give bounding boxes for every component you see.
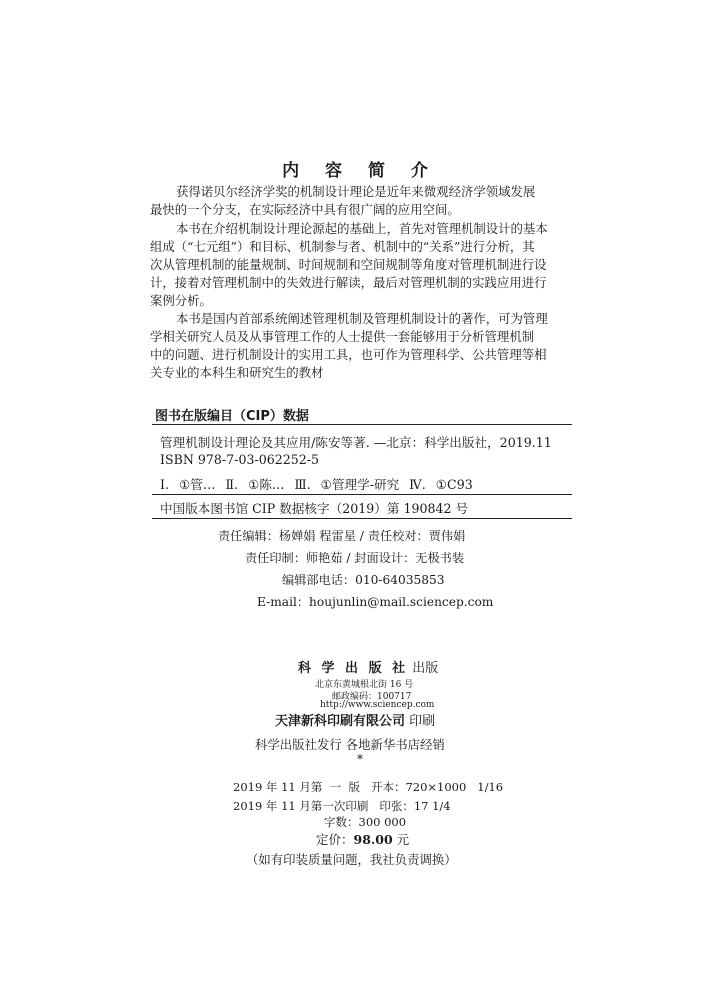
printing-line: 2019 年 11 月第一次印刷 印张：17 1/4 xyxy=(233,799,451,813)
separator-star: * xyxy=(357,752,363,766)
text-line: 计，接着对管理机制中的失效进行解读，最后对管理机制的实践应用进行 xyxy=(150,275,547,290)
publisher-postcode: 邮政编码：100717 xyxy=(332,692,412,702)
divider xyxy=(152,518,572,519)
publisher-address: 北京东黄城根北街 16 号 xyxy=(315,680,414,690)
text-line: 最快的一个分支，在实际经济中具有很广阔的应用空间。 xyxy=(150,202,460,217)
text-line: 次从管理机制的能量规制、时间规制和空间规制等角度对管理机制进行设 xyxy=(150,257,547,272)
cip-line-classification: Ⅰ. ①管… Ⅱ. ①陈… Ⅲ. ①管理学-研究 Ⅳ. ①C93 xyxy=(160,477,473,492)
publisher-website: http://www.sciencep.com xyxy=(320,700,435,710)
printer-name: 天津新科印刷有限公司 xyxy=(275,714,406,729)
text-line: 学相关研究人员及从事管理工作的人士提供一套能够用于分析管理机制 xyxy=(150,329,535,344)
text-line: 本书是国内首部系统阐述管理机制及管理机制设计的著作，可为管理 xyxy=(176,311,548,326)
cip-heading: 图书在版编目（CIP）数据 xyxy=(155,409,309,424)
publisher-line xyxy=(298,657,438,676)
publisher-name: 科 学 出 版 社 xyxy=(298,661,409,676)
publisher-suffix: 出版 xyxy=(412,661,439,676)
price-unit: 元 xyxy=(392,832,410,847)
divider xyxy=(152,424,572,425)
printer-line xyxy=(275,710,435,729)
price-label: 定价： xyxy=(316,832,354,847)
text-line: 获得诺贝尔经济学奖的机制设计理论是近年来微观经济学领域发展 xyxy=(176,184,536,199)
cip-line-isbn: ISBN 978-7-03-062252-5 xyxy=(160,452,320,467)
credits-email: E-mail：houjunlin@mail.sciencep.com xyxy=(257,595,494,609)
text-line: 案例分析。 xyxy=(150,293,212,308)
text-line: 中的问题、进行机制设计的实用工具，也可作为管理科学、公共管理等相 xyxy=(150,347,547,362)
edition-line: 2019 年 11 月第 一 版 开本：720×1000 1/16 xyxy=(233,780,504,794)
distribution-line: 科学出版社发行 各地新华书店经销 xyxy=(255,737,445,752)
credits-phone: 编辑部电话：010-64035853 xyxy=(282,573,445,587)
text-line: 组成（“七元组”）和目标、机制参与者、机制中的“关系”进行分析，其 xyxy=(150,239,535,254)
divider xyxy=(152,494,572,495)
word-count: 字数：300 000 xyxy=(324,815,407,829)
cip-line-number: 中国版本图书馆 CIP 数据核字（2019）第 190842 号 xyxy=(160,501,469,516)
price-line xyxy=(316,830,409,848)
summary-paragraph-1 xyxy=(150,183,580,219)
quality-notice: （如有印装质量问题，我社负责调换） xyxy=(246,852,457,867)
page-title: 内 容 简 介 xyxy=(282,161,438,181)
summary-paragraph-3 xyxy=(150,310,580,382)
summary-paragraph-2 xyxy=(150,220,580,310)
printer-suffix: 印刷 xyxy=(409,714,436,729)
text-line: 本书在介绍机制设计理论源起的基础上，首先对管理机制设计的基本 xyxy=(176,221,548,236)
text-line: 关专业的本科生和研究生的教材 xyxy=(150,365,324,380)
cip-line-title: 管理机制设计理论及其应用/陈安等著. —北京：科学出版社，2019.11 xyxy=(160,435,552,450)
credits-editors: 责任编辑：杨婵娟 程雷星 / 责任校对：贾伟娟 xyxy=(218,529,466,543)
price-value: 98.00 xyxy=(353,832,393,847)
credits-printing: 责任印制：师艳茹 / 封面设计：无极书装 xyxy=(245,551,465,565)
